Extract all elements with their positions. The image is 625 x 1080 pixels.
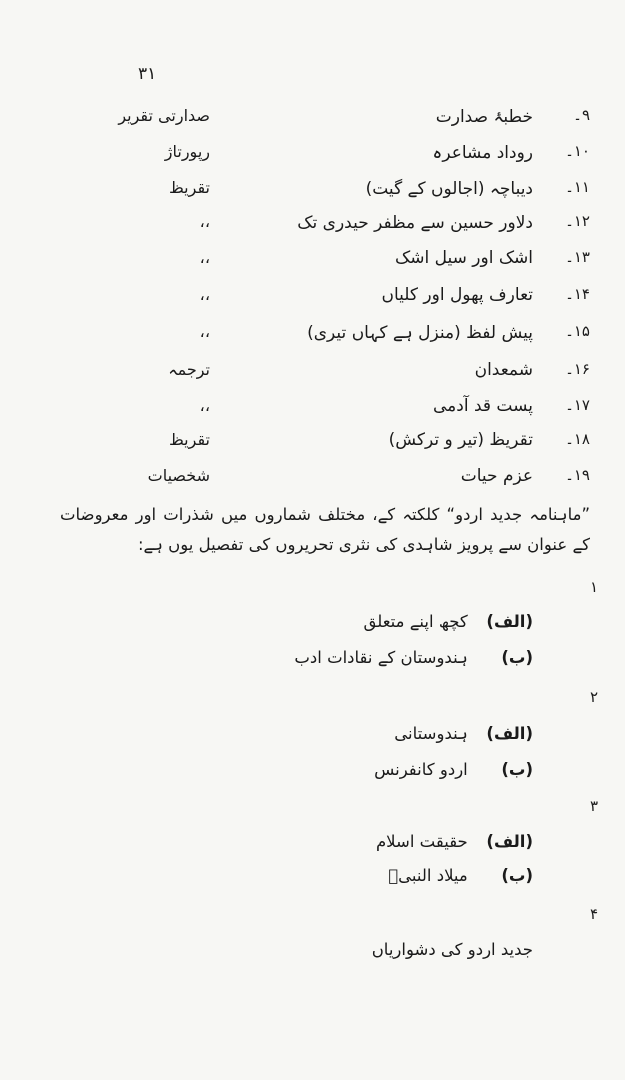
sub-item <box>376 832 533 851</box>
toc-number: ۱۱۔ <box>565 178 590 196</box>
toc-number: ۱۷۔ <box>565 396 590 414</box>
section-number: ۴ <box>590 905 599 923</box>
sub-item <box>394 724 533 743</box>
toc-title: عزم حیات <box>460 466 533 486</box>
toc-title: تعارف پھول اور کلیاں <box>381 285 533 305</box>
toc-number: ۱۹۔ <box>565 466 590 484</box>
toc-title: خطبۂ صدارت <box>435 107 533 127</box>
toc-title: شمعدان <box>474 360 533 380</box>
sub-item-label: (ب) <box>501 760 533 779</box>
section-number: ۲ <box>590 688 599 706</box>
toc-title: اشک اور سیل اشک <box>395 248 533 268</box>
sub-item <box>388 866 533 885</box>
toc-number: ۱۲۔ <box>565 212 590 230</box>
toc-number: ۱۵۔ <box>565 322 590 340</box>
toc-genre: ،، <box>199 212 210 231</box>
toc-title: تقریظ (تیر و ترکش) <box>388 430 533 450</box>
toc-genre: رپورتاژ <box>164 142 210 161</box>
toc-genre: تقریظ <box>168 430 210 449</box>
sub-item-label: (ب) <box>501 648 533 667</box>
plain-item: جدید اردو کی دشواریاں <box>371 940 533 959</box>
toc-row <box>0 466 625 496</box>
toc-genre: صدارتی تقریر <box>118 106 210 125</box>
sub-item-label: (الف) <box>486 832 533 851</box>
toc-title: دیباچہ (اجالوں کے گیت) <box>365 179 533 199</box>
page-number: ۳۱ <box>138 64 157 84</box>
sub-item <box>374 760 533 779</box>
toc-genre: ترجمہ <box>168 360 210 379</box>
toc-title: پست قد آدمی <box>432 396 533 416</box>
sub-item-text: اردو کانفرنس <box>374 760 468 779</box>
sub-item-label: (ب) <box>501 866 533 885</box>
toc-genre: ،، <box>199 248 210 267</box>
sub-item <box>364 612 534 631</box>
toc-genre: شخصیات <box>147 466 210 485</box>
toc-genre: ،، <box>199 285 210 304</box>
section-number: ۱ <box>590 578 599 596</box>
toc-number: ۱۰۔ <box>565 142 590 160</box>
sub-item-text: ہندوستانی <box>394 724 468 743</box>
sub-item-text: ہندوستان کے نقادات ادب <box>294 648 468 667</box>
toc-number: ۱۴۔ <box>565 285 590 303</box>
sub-item-label: (الف) <box>486 724 533 743</box>
toc-title: دلاور حسین سے مظفر حیدری تک <box>297 213 533 233</box>
toc-row <box>0 142 625 172</box>
toc-number: ۱۶۔ <box>565 360 590 378</box>
toc-row <box>0 106 625 136</box>
section-number: ۳ <box>590 797 599 815</box>
toc-genre: تقریظ <box>168 178 210 197</box>
toc-title: روداد مشاعرہ <box>432 143 533 163</box>
toc-genre: ،، <box>199 396 210 415</box>
toc-row <box>0 322 625 352</box>
toc-row <box>0 178 625 208</box>
sub-item-text: میلاد النبیؐ <box>388 866 468 885</box>
toc-row <box>0 212 625 242</box>
sub-item <box>294 648 533 667</box>
sub-item-text: حقیقت اسلام <box>375 832 468 851</box>
toc-title: پیش لفظ (منزل ہے کہاں تیری) <box>307 323 533 343</box>
toc-row <box>0 396 625 426</box>
toc-number: ۱۳۔ <box>565 248 590 266</box>
toc-number: ۹۔ <box>573 106 590 124</box>
body-paragraph: ”ماہنامہ جدید اردو“ کلکتہ کے، مختلف شماروں میں شذرات اور معروضات کے عنوان سے پرویز شاہدی کی نثری تحریروں کی تفصیل یوں ہے: <box>60 505 590 554</box>
sub-item-text: کچھ اپنے متعلق <box>363 612 468 631</box>
toc-genre: ،، <box>199 322 210 341</box>
toc-row <box>0 430 625 460</box>
sub-item-label: (الف) <box>486 612 533 631</box>
toc-row <box>0 248 625 278</box>
toc-number: ۱۸۔ <box>565 430 590 448</box>
toc-row <box>0 285 625 315</box>
toc-row <box>0 360 625 390</box>
